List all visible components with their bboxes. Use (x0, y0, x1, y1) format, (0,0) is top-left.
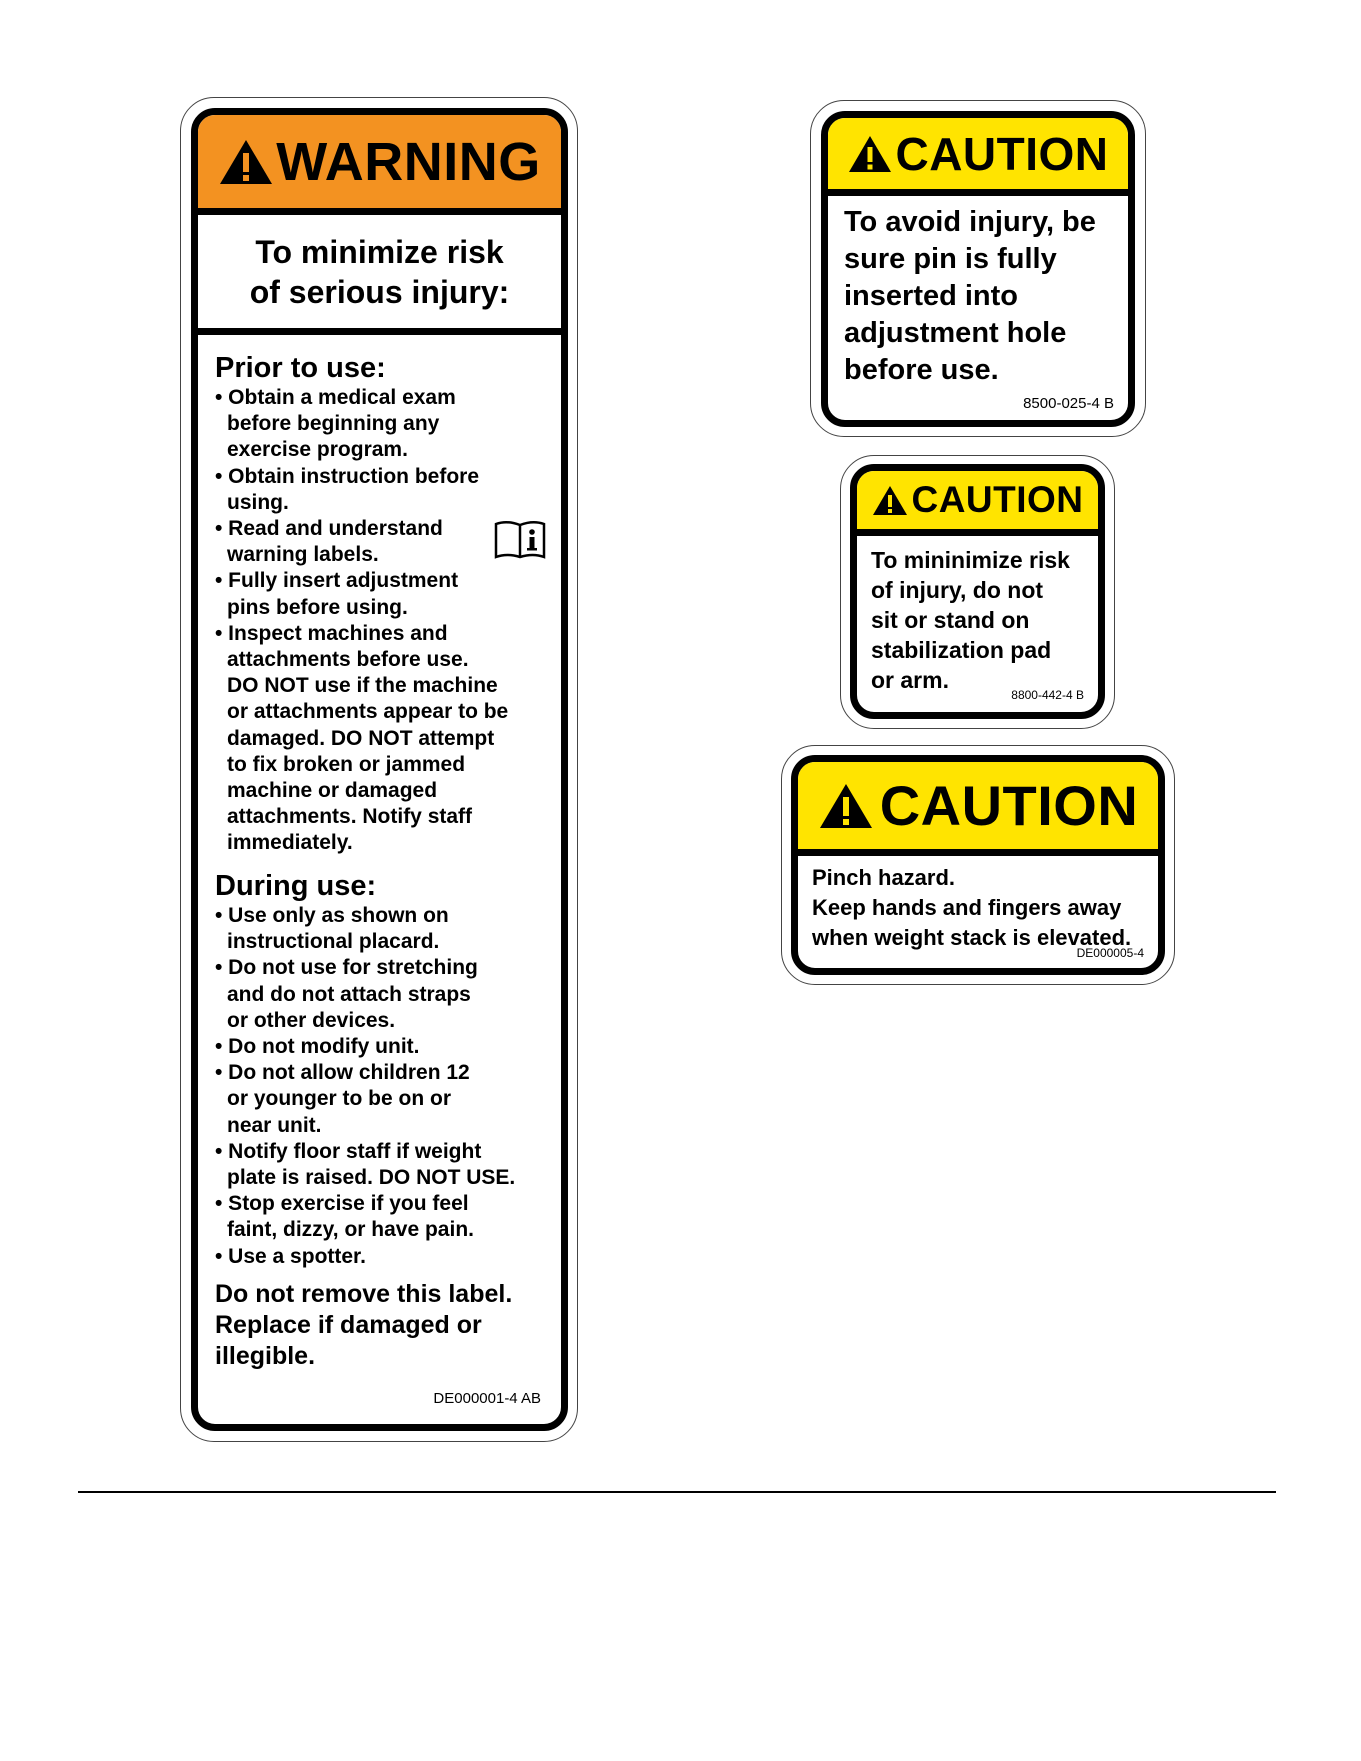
item-line: warning labels. (227, 543, 379, 567)
warning-title: WARNING (276, 131, 541, 192)
page-divider (78, 1491, 1276, 1493)
item-line: • Stop exercise if you feel (215, 1192, 469, 1216)
item-line: damaged. DO NOT attempt (227, 726, 495, 750)
caution-header (828, 118, 1128, 196)
caution-title: CAUTION (879, 774, 1139, 837)
warning-triangle-icon (847, 134, 893, 174)
list-item (215, 568, 555, 620)
body-line: inserted into (844, 280, 1019, 312)
item-line: exercise program. (227, 438, 408, 462)
item-line: • Do not use for stretching (215, 956, 478, 980)
caution-body (812, 863, 1131, 953)
item-line: • Do not modify unit. (215, 1035, 420, 1059)
item-line: or younger to be on or (227, 1087, 451, 1111)
list-item (215, 1139, 555, 1191)
notice-line: illegible. (215, 1342, 316, 1370)
caution-label-pin (821, 111, 1135, 427)
item-line: • Fully insert adjustment (215, 569, 459, 593)
item-line: machine or damaged (227, 779, 438, 803)
body-line: Keep hands and fingers away (812, 895, 1122, 920)
notice-line: Replace if damaged or (215, 1311, 482, 1339)
item-line: • Do not allow children 12 (215, 1061, 470, 1085)
item-line: near unit. (227, 1113, 322, 1137)
list-item (215, 1244, 555, 1270)
body-line: stabilization pad (871, 637, 1052, 663)
item-line: • Obtain a medical exam (215, 386, 456, 409)
list-item (215, 1191, 555, 1243)
warning-triangle-icon (818, 782, 874, 830)
item-line: plate is raised. DO NOT USE. (227, 1166, 516, 1190)
item-line: attachments before use. (227, 648, 469, 672)
label-notice (215, 1279, 512, 1372)
label-code: DE000001-4 AB (433, 1390, 541, 1407)
body-line: or arm. (871, 667, 949, 693)
list-item (215, 464, 555, 516)
warning-subtitle-line: To minimize risk (255, 233, 504, 270)
list-item (215, 903, 555, 955)
item-line: • Use a spotter. (215, 1244, 366, 1268)
warning-header (198, 115, 561, 215)
section-heading: During use: (215, 870, 377, 902)
item-line: • Read and understand (215, 517, 443, 541)
label-code: 8500-025-4 B (1023, 395, 1114, 412)
body-line: when weight stack is elevated. (812, 925, 1132, 950)
section-heading: Prior to use: (215, 352, 386, 384)
item-line: • Inspect machines and (215, 621, 448, 645)
item-line: using. (227, 490, 289, 514)
list-item (215, 1060, 555, 1139)
warning-subtitle (198, 215, 561, 335)
item-line: instructional placard. (227, 930, 440, 954)
item-line: pins before using. (227, 595, 408, 619)
list-item (215, 621, 555, 857)
item-line: • Use only as shown on (215, 904, 449, 927)
label-code: 8800-442-4 B (1011, 688, 1084, 702)
during-use-section (215, 869, 555, 1270)
caution-header (798, 762, 1158, 856)
caution-body (844, 204, 1096, 389)
body-line: sit or stand on (871, 607, 1030, 633)
warning-triangle-icon (218, 138, 274, 186)
caution-title: CAUTION (895, 127, 1109, 180)
warning-triangle-icon (871, 484, 909, 517)
caution-body (871, 545, 1070, 695)
prior-to-use-section (215, 351, 555, 857)
body-line: before use. (844, 354, 999, 386)
item-line: or other devices. (227, 1008, 396, 1032)
body-line: Pinch hazard. (812, 865, 956, 890)
caution-title: CAUTION (911, 479, 1084, 520)
item-line: attachments. Notify staff (227, 805, 473, 829)
item-line: or attachments appear to be (227, 700, 509, 724)
item-line: immediately. (227, 831, 353, 855)
body-line: of injury, do not (871, 577, 1044, 603)
manual-info-icon (493, 520, 547, 560)
list-item (215, 955, 555, 1034)
item-line: and do not attach straps (227, 982, 471, 1006)
list-item (215, 385, 555, 464)
item-line: faint, dizzy, or have pain. (227, 1218, 474, 1242)
item-line: DO NOT use if the machine (227, 674, 498, 698)
body-line: sure pin is fully (844, 243, 1057, 275)
caution-label-pinch (791, 755, 1165, 975)
body-line: To mininimize risk (871, 547, 1070, 573)
caution-label-stabilization (850, 464, 1105, 719)
warning-label (191, 108, 568, 1431)
notice-line: Do not remove this label. (215, 1280, 513, 1308)
item-line: • Obtain instruction before (215, 464, 480, 488)
item-line: to fix broken or jammed (227, 752, 466, 776)
list-item (215, 1034, 555, 1060)
item-line: before beginning any (227, 412, 440, 436)
caution-header (857, 471, 1098, 536)
body-line: To avoid injury, be (844, 206, 1096, 238)
item-line: • Notify floor staff if weight (215, 1139, 482, 1163)
warning-subtitle-line: of serious injury: (249, 273, 510, 310)
label-code: DE000005-4 (1076, 946, 1144, 960)
body-line: adjustment hole (844, 317, 1067, 349)
